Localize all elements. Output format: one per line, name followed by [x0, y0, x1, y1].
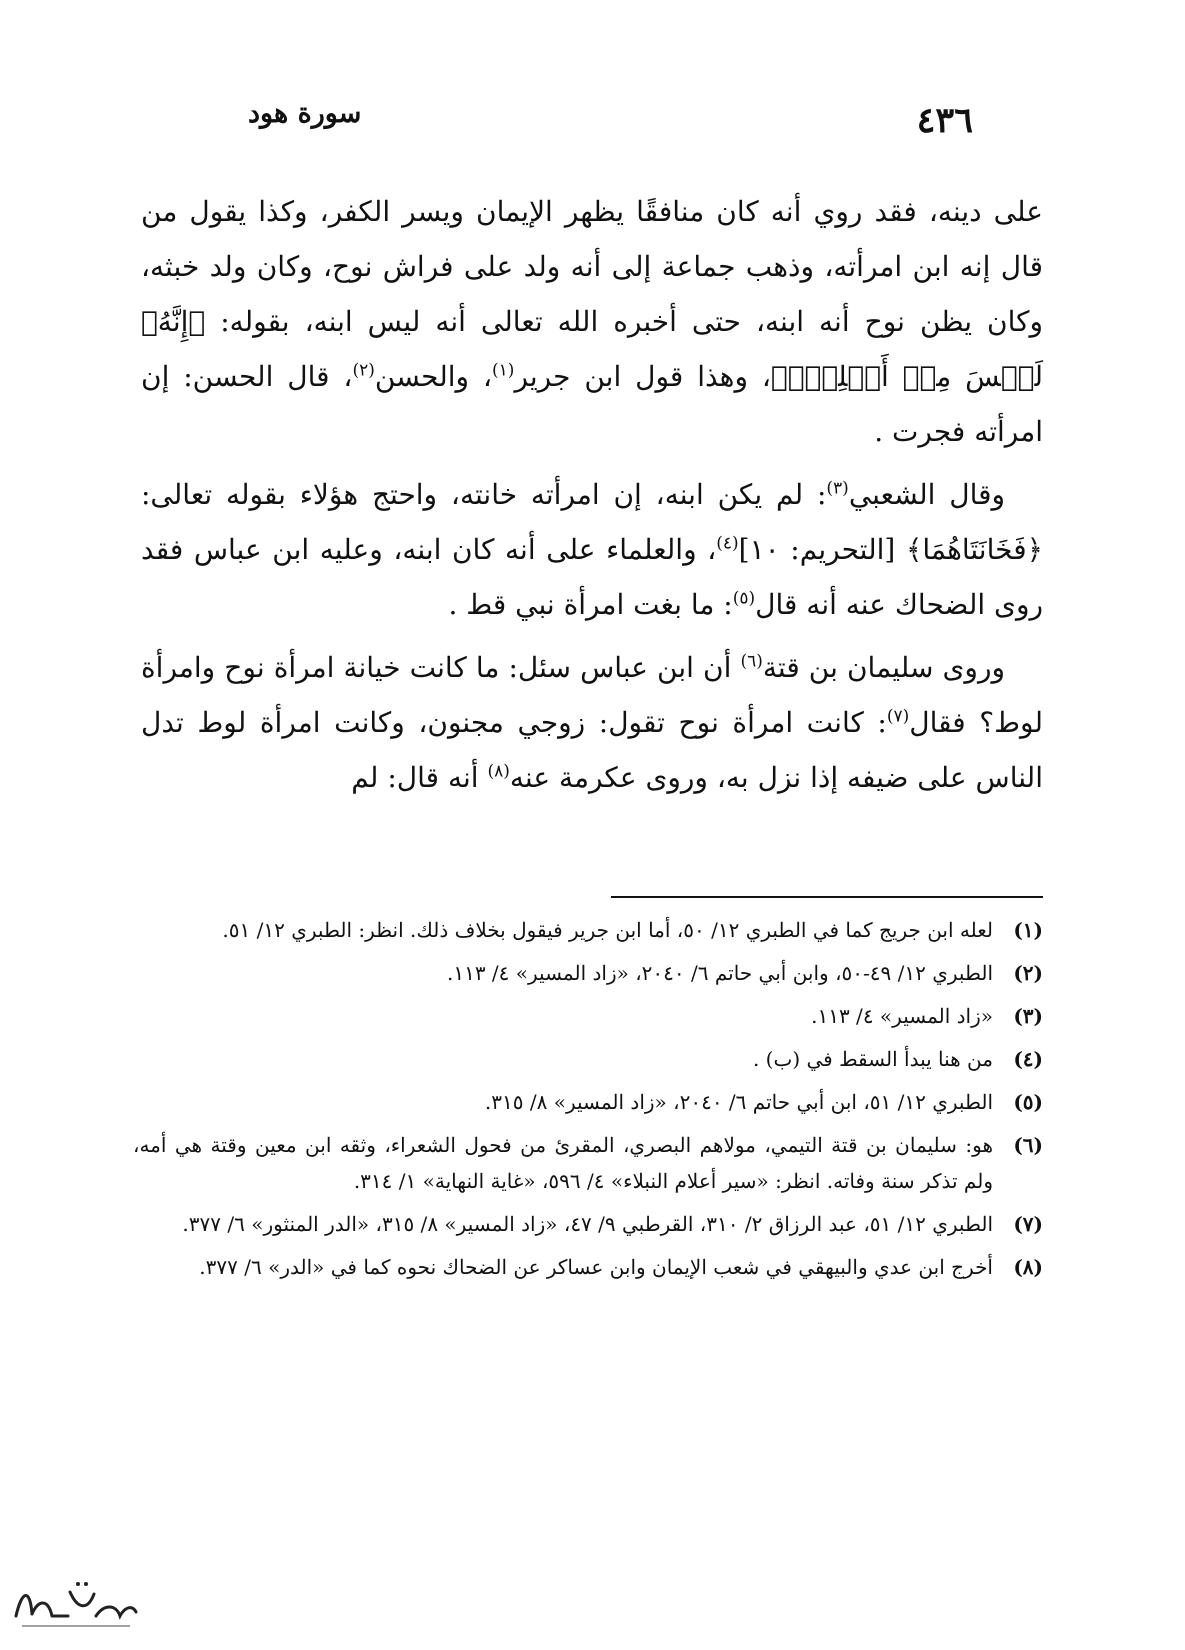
footnote-text: الطبري ١٢/ ٥١، عبد الرزاق ٢/ ٣١٠، القرطبي ٩/ ٤٧، «زاد المسير» ٨/ ٣١٥، «الدر المنثور» ٦/ ٣٧٧. — [182, 1212, 993, 1236]
footnote-text: الطبري ١٢/ ٥١، ابن أبي حاتم ٦/ ٢٠٤٠، «زاد المسير» ٨/ ٣١٥. — [484, 1090, 993, 1114]
footnote-text: لعله ابن جريج كما في الطبري ١٢/ ٥٠، أما ابن جرير فيقول بخلاف ذلك. انظر: الطبري ١٢/ ٥١. — [222, 918, 993, 942]
footnote-text: أخرج ابن عدي والبيهقي في شعب الإيمان وابن عساكر عن الضحاك نحوه كما في «الدر» ٦/ ٣٧٧. — [199, 1255, 993, 1279]
paragraph-1 — [141, 184, 1043, 459]
paragraph-3 — [141, 640, 1043, 805]
watermark-logo-icon — [8, 1570, 143, 1640]
quran-verse: ﴿فَخَانَتَاهُمَا﴾ — [905, 533, 1043, 566]
text-run: : لم يكن ابنه، إن امرأته خانته، واحتج هؤلاء بقوله تعالى: — [141, 478, 827, 511]
main-text — [141, 184, 1043, 813]
footnote-ref[interactable]: (٦) — [740, 651, 763, 672]
text-run: : ما بغت امرأة نبي قط . — [448, 588, 733, 621]
footnote-ref[interactable]: (٨) — [487, 761, 510, 782]
text-run: ، قال الحسن: إن امرأته فجرت . — [141, 360, 1043, 448]
text-run: أنه قال: لم — [351, 761, 488, 794]
footnote-number: (٨) — [1013, 1255, 1043, 1279]
footnote — [133, 912, 1043, 948]
footnote-number: (٥) — [1013, 1090, 1043, 1114]
footnote — [133, 1041, 1043, 1077]
footnote-text: «زاد المسير» ٤/ ١١٣. — [811, 1004, 993, 1028]
footnote-text: الطبري ١٢/ ٤٩-٥٠، وابن أبي حاتم ٦/ ٢٠٤٠، «زاد المسير» ٤/ ١١٣. — [446, 961, 993, 985]
text-run: أن ابن عباس سئل: ما كانت خيانة امرأة نوح وامرأة لوط؟ فقال — [141, 651, 1044, 739]
footnote-ref[interactable]: (١) — [492, 360, 515, 381]
footnote-number: (٤) — [1013, 1047, 1043, 1071]
footnote-text: من هنا يبدأ السقط في (ب) . — [752, 1047, 993, 1071]
footnote-number: (١) — [1013, 918, 1043, 942]
footnote — [133, 1084, 1043, 1120]
footnote — [133, 1206, 1043, 1242]
footnote-number: (٦) — [1013, 1133, 1043, 1157]
footnote-ref[interactable]: (٧) — [886, 706, 910, 727]
footnote-number: (٢) — [1013, 961, 1043, 985]
text-run: ، وهذا قول ابن جرير — [514, 360, 771, 393]
text-run: على دينه، فقد روي أنه كان منافقًا يظهر الإيمان ويسر الكفر، وكذا يقول من قال إنه ابن امرأته، وذهب جماعة إلى أنه ولد على فراش نوح، وكان ولد خبثه، وكان يظن نوح أنه ابنه، حتى أخبره الله تعالى أنه ليس ابنه، بقوله: — [141, 195, 1043, 338]
footnote — [133, 1249, 1043, 1285]
page-number: ٤٣٦ — [916, 100, 973, 141]
text-run: وروى سليمان بن قتة — [762, 651, 1005, 684]
footnote-divider — [611, 896, 1043, 898]
footnote-ref[interactable]: (٤) — [716, 533, 739, 554]
text-run: ، والحسن — [374, 360, 493, 393]
footnote-ref[interactable]: (٥) — [732, 588, 756, 609]
footnote — [133, 998, 1043, 1034]
quran-verse: ﴿إِنَّهُۥ لَيۡسَ مِنۡ أَهۡلِكَۖ﴾ — [141, 305, 1044, 393]
text-run: ، والعلماء على أنه كان ابنه، وعليه ابن عباس فقد روى الضحاك عنه أنه قال — [141, 533, 1043, 621]
footnote — [133, 955, 1043, 991]
footnote-ref[interactable]: (٢) — [352, 360, 375, 381]
text-run: : كانت امرأة نوح تقول: زوجي مجنون، وكانت امرأة لوط تدل الناس على ضيفه إذا نزل به، وروى عكرمة عنه — [141, 706, 1043, 794]
footnote — [133, 1127, 1043, 1199]
footnote-number: (٣) — [1013, 1004, 1043, 1028]
surah-title: سورة هود — [248, 98, 362, 129]
text-run: [التحريم: ١٠] — [738, 533, 906, 566]
footnote-text: هو: سليمان بن قتة التيمي، مولاهم البصري، المقرئ من فحول الشعراء، وثقه ابن معين وقتة هي أمه، ولم تذكر سنة وفاته. انظر: «سير أعلام النبلاء» ٤/ ٥٩٦، «غاية النهاية» ١/ ٣١٤. — [133, 1133, 993, 1193]
footnotes — [133, 912, 1043, 1292]
footnote-ref[interactable]: (٣) — [826, 478, 849, 499]
text-run: وقال الشعبي — [848, 478, 1006, 511]
footnote-number: (٧) — [1013, 1212, 1043, 1236]
paragraph-2 — [141, 467, 1043, 632]
